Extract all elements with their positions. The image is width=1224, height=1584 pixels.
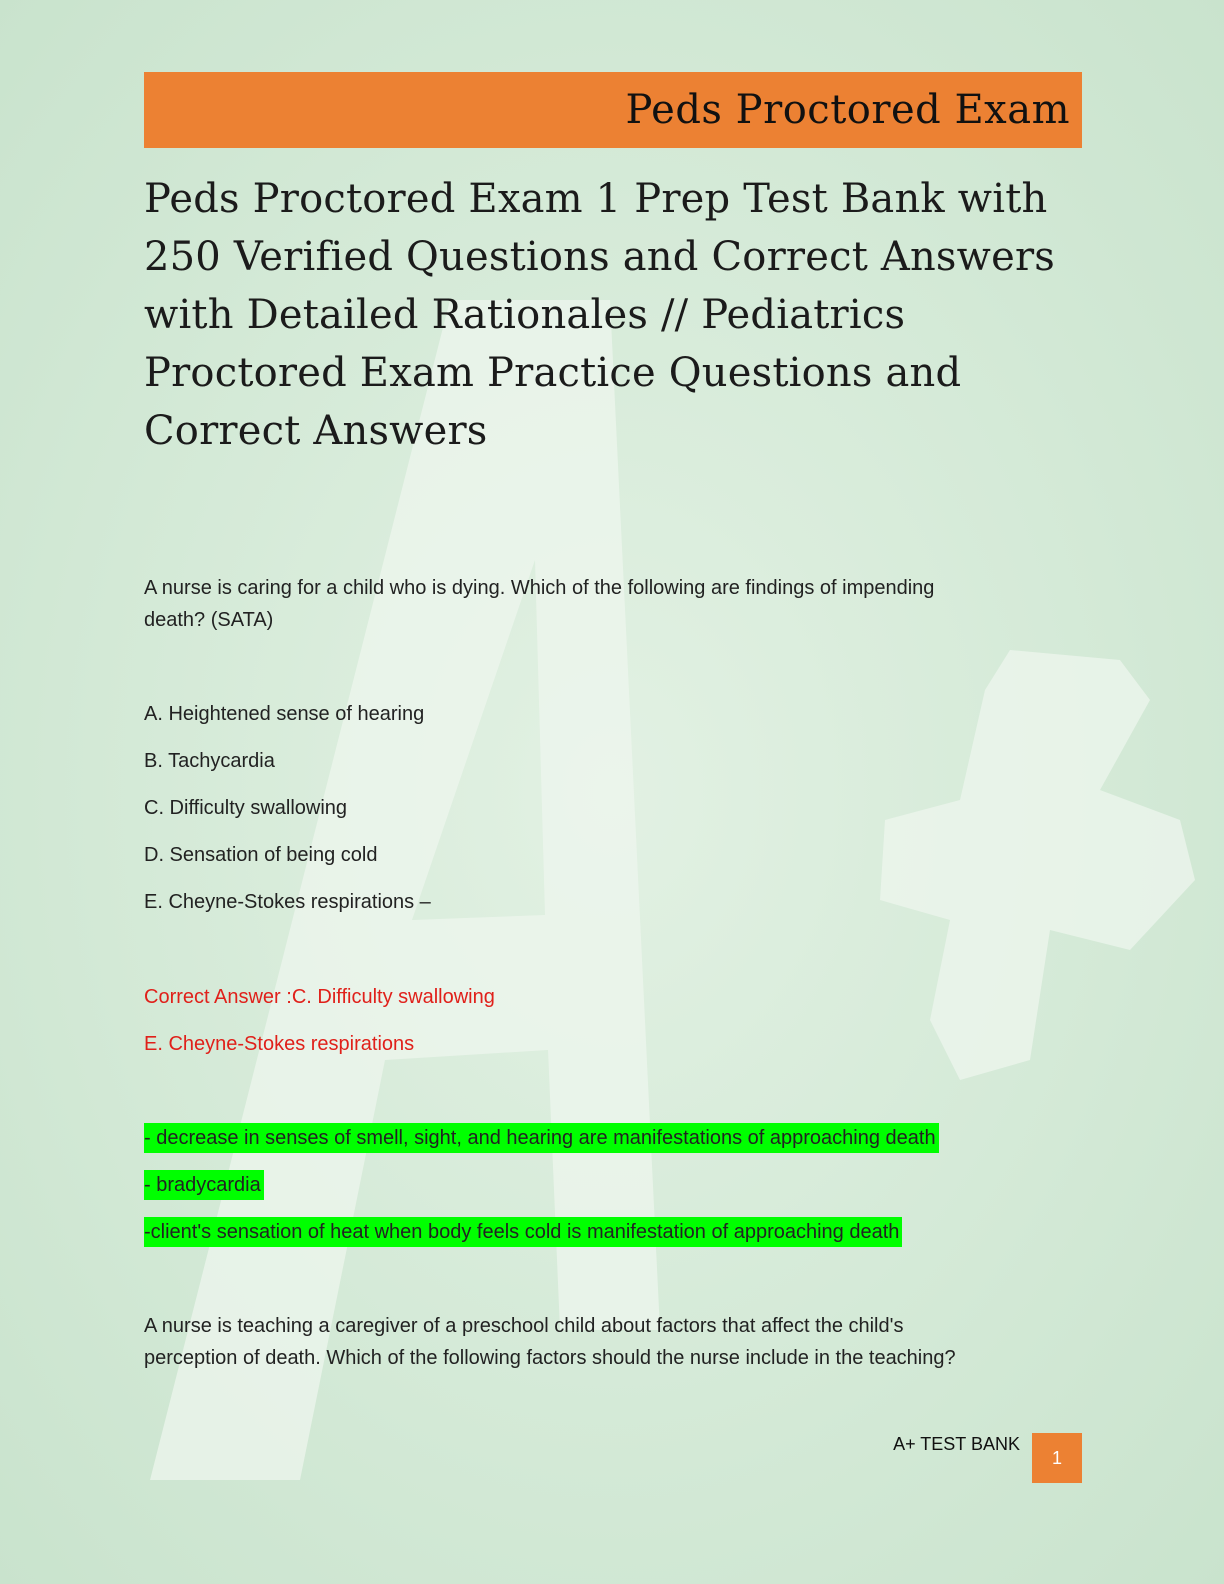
rationale-1: - decrease in senses of smell, sight, and hearing are manifestations of approaching death bbox=[144, 1123, 939, 1153]
header-title: Peds Proctored Exam bbox=[625, 87, 1070, 133]
header-bar bbox=[144, 72, 1082, 148]
correct-answer-line-2: E. Cheyne-Stokes respirations bbox=[144, 1033, 415, 1055]
option-e: E. Cheyne-Stokes respirations – bbox=[144, 891, 431, 913]
question-1-stem-line-1: A nurse is caring for a child who is dying. Which of the following are findings of impending bbox=[144, 577, 935, 599]
document-title: Peds Proctored Exam 1 Prep Test Bank with 250 Verified Questions and Correct Answers with Detailed Rationales // Pediatrics Proctored Exam Practice Questions and Correct Answers bbox=[144, 176, 1056, 454]
question-2-stem-line-2: perception of death. Which of the following factors should the nurse include in the teaching? bbox=[144, 1347, 956, 1369]
question-1-stem-line-2: death? (SATA) bbox=[144, 609, 274, 631]
question-2-stem-line-1: A nurse is teaching a caregiver of a preschool child about factors that affect the child's bbox=[144, 1315, 904, 1337]
correct-answer-line-1: Correct Answer :C. Difficulty swallowing bbox=[144, 986, 495, 1008]
option-b: B. Tachycardia bbox=[144, 750, 275, 772]
option-c: C. Difficulty swallowing bbox=[144, 797, 348, 819]
rationale-3: -client's sensation of heat when body feels cold is manifestation of approaching death bbox=[144, 1217, 902, 1247]
rationale-2: - bradycardia bbox=[144, 1170, 264, 1200]
page-number: 1 bbox=[1032, 1433, 1082, 1483]
footer-label: A+ TEST BANK bbox=[893, 1434, 1020, 1454]
option-a: A. Heightened sense of hearing bbox=[144, 703, 425, 725]
option-d: D. Sensation of being cold bbox=[144, 844, 378, 866]
